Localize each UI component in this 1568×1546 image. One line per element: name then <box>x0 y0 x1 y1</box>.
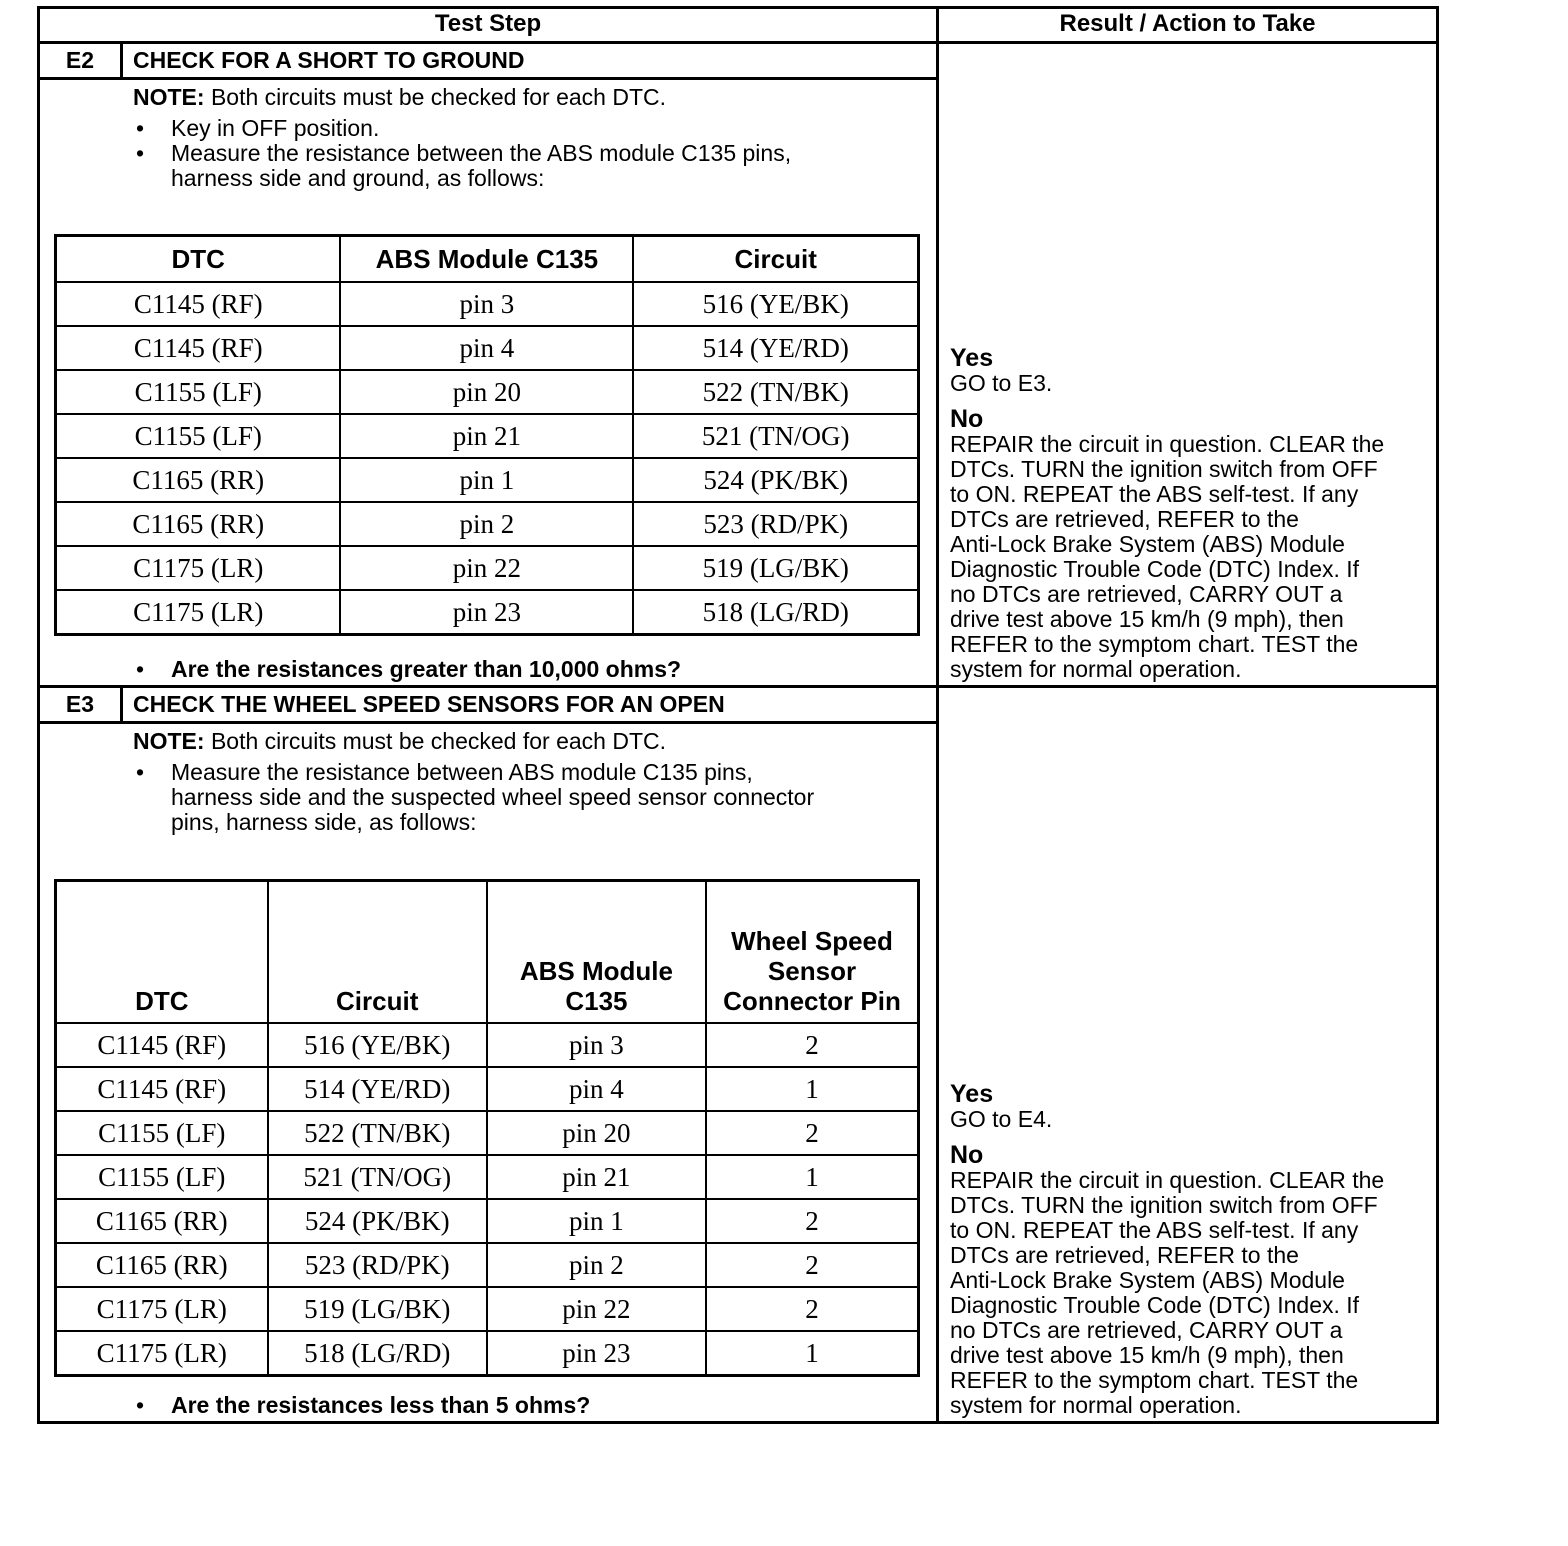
no-action-line: Anti-Lock Brake System (ABS) Module <box>950 531 1345 557</box>
table-cell: 514 (YE/RD) <box>633 326 918 370</box>
note-label: NOTE: <box>133 728 205 754</box>
divider <box>120 43 123 79</box>
no-action-line: REPAIR the circuit in question. CLEAR the <box>950 1167 1385 1193</box>
note-text: Both circuits must be checked for each DTC. <box>204 728 667 754</box>
divider <box>37 721 938 724</box>
column-header: Circuit <box>633 236 918 283</box>
table-cell: 519 (LG/BK) <box>633 546 918 590</box>
table-cell: pin 2 <box>340 502 633 546</box>
table-cell: 2 <box>706 1287 919 1331</box>
table-cell: 2 <box>706 1199 919 1243</box>
table-row <box>56 1111 919 1155</box>
no-action-line: Anti-Lock Brake System (ABS) Module <box>950 1267 1345 1293</box>
yes-label: Yes <box>950 1080 994 1108</box>
table-cell: C1145 (RF) <box>56 1067 268 1111</box>
table-cell: pin 3 <box>487 1023 706 1067</box>
table-cell: 524 (PK/BK) <box>268 1199 487 1243</box>
bullet-text: harness side and the suspected wheel speed sensor connector <box>171 784 815 810</box>
no-action-line: DTCs are retrieved, REFER to the <box>950 1242 1299 1268</box>
table-cell: pin 3 <box>340 282 633 326</box>
table-cell: 2 <box>706 1243 919 1287</box>
divider <box>120 687 123 723</box>
table-cell: C1175 (LR) <box>56 1287 268 1331</box>
table-cell: C1155 (LF) <box>56 1155 268 1199</box>
table-cell: C1165 (RR) <box>56 458 341 502</box>
table-cell: pin 21 <box>340 414 633 458</box>
table-cell: pin 4 <box>340 326 633 370</box>
column-header: Circuit <box>268 881 487 1024</box>
step-id: E3 <box>65 691 95 717</box>
e3-resistance-table <box>54 879 920 1377</box>
column-header: ABS Module C135 <box>487 881 706 1024</box>
note <box>133 729 666 754</box>
table-header-row <box>56 236 919 283</box>
table-row <box>56 1243 919 1287</box>
bullet-icon: • <box>136 115 145 141</box>
table-cell: pin 22 <box>340 546 633 590</box>
border <box>37 1421 1439 1424</box>
bullet-icon: • <box>136 140 145 166</box>
note-text: Both circuits must be checked for each DTC. <box>204 84 667 110</box>
note-label: NOTE: <box>133 84 205 110</box>
table-cell: 521 (TN/OG) <box>268 1155 487 1199</box>
no-action-line: DTCs. TURN the ignition switch from OFF <box>950 1192 1378 1218</box>
step-title: CHECK FOR A SHORT TO GROUND <box>133 47 525 73</box>
table-cell: 1 <box>706 1067 919 1111</box>
table-header-row <box>56 881 919 1024</box>
no-action-line: to ON. REPEAT the ABS self-test. If any <box>950 1217 1359 1243</box>
table-cell: pin 2 <box>487 1243 706 1287</box>
bullet-text: Measure the resistance between ABS module C135 pins, <box>171 759 753 785</box>
border <box>1436 6 1439 1424</box>
table-cell: C1165 (RR) <box>56 1199 268 1243</box>
table-cell: C1175 (LR) <box>56 1331 268 1376</box>
table-cell: pin 4 <box>487 1067 706 1111</box>
table-row <box>56 1331 919 1376</box>
table-cell: 514 (YE/RD) <box>268 1067 487 1111</box>
no-action-line: DTCs. TURN the ignition switch from OFF <box>950 456 1378 482</box>
table-row <box>56 546 919 590</box>
table-cell: 2 <box>706 1023 919 1067</box>
table-cell: 522 (TN/BK) <box>268 1111 487 1155</box>
question: Are the resistances less than 5 ohms? <box>171 1392 591 1418</box>
header-result-action: Result / Action to Take <box>1059 10 1316 37</box>
yes-action: GO to E3. <box>950 370 1053 396</box>
yes-label: Yes <box>950 344 994 372</box>
table-cell: C1145 (RF) <box>56 326 341 370</box>
table-row <box>56 1023 919 1067</box>
yes-action: GO to E4. <box>950 1106 1053 1132</box>
note <box>133 85 666 110</box>
table-cell: C1155 (LF) <box>56 414 341 458</box>
table-cell: pin 22 <box>487 1287 706 1331</box>
table-cell: C1165 (RR) <box>56 1243 268 1287</box>
no-action-line: system for normal operation. <box>950 656 1242 682</box>
bullet-text: Measure the resistance between the ABS module C135 pins, <box>171 140 792 166</box>
table-cell: 523 (RD/PK) <box>268 1243 487 1287</box>
table-cell: pin 20 <box>487 1111 706 1155</box>
table-cell: 522 (TN/BK) <box>633 370 918 414</box>
table-cell: 521 (TN/OG) <box>633 414 918 458</box>
table-cell: 518 (LG/RD) <box>633 590 918 635</box>
table-cell: 518 (LG/RD) <box>268 1331 487 1376</box>
bullet-text: pins, harness side, as follows: <box>171 809 477 835</box>
column-header: DTC <box>56 881 268 1024</box>
bullet-text: Key in OFF position. <box>171 115 380 141</box>
table-cell: C1175 (LR) <box>56 590 341 635</box>
table-cell: C1165 (RR) <box>56 502 341 546</box>
no-label: No <box>950 405 984 433</box>
table-cell: pin 1 <box>487 1199 706 1243</box>
bullet-icon: • <box>136 1392 145 1418</box>
no-action-line: REPAIR the circuit in question. CLEAR the <box>950 431 1385 457</box>
no-action-line: drive test above 15 km/h (9 mph), then <box>950 606 1344 632</box>
step-title: CHECK THE WHEEL SPEED SENSORS FOR AN OPEN <box>133 691 725 717</box>
no-action-line: drive test above 15 km/h (9 mph), then <box>950 1342 1344 1368</box>
table-row <box>56 590 919 635</box>
table-cell: 516 (YE/BK) <box>268 1023 487 1067</box>
table-row <box>56 502 919 546</box>
table-cell: 519 (LG/BK) <box>268 1287 487 1331</box>
table-row <box>56 1155 919 1199</box>
table-cell: pin 1 <box>340 458 633 502</box>
bullet-icon: • <box>136 759 145 785</box>
table-cell: 524 (PK/BK) <box>633 458 918 502</box>
no-action-line: no DTCs are retrieved, CARRY OUT a <box>950 1317 1343 1343</box>
table-cell: C1155 (LF) <box>56 1111 268 1155</box>
column-header: DTC <box>56 236 341 283</box>
table-cell: C1155 (LF) <box>56 370 341 414</box>
table-row <box>56 326 919 370</box>
table-cell: 1 <box>706 1331 919 1376</box>
table-row <box>56 282 919 326</box>
divider <box>37 77 938 80</box>
table-cell: C1175 (LR) <box>56 546 341 590</box>
table-row <box>56 370 919 414</box>
table-cell: 516 (YE/BK) <box>633 282 918 326</box>
bullet-text: harness side and ground, as follows: <box>171 165 545 191</box>
table-row <box>56 458 919 502</box>
table-row <box>56 1199 919 1243</box>
no-action-line: Diagnostic Trouble Code (DTC) Index. If <box>950 1292 1360 1318</box>
no-action-line: REFER to the symptom chart. TEST the <box>950 631 1359 657</box>
no-action-line: REFER to the symptom chart. TEST the <box>950 1367 1359 1393</box>
column-header: Wheel Speed Sensor Connector Pin <box>706 881 919 1024</box>
bullet-icon: • <box>136 656 145 682</box>
no-action-line: system for normal operation. <box>950 1392 1242 1418</box>
no-action-line: no DTCs are retrieved, CARRY OUT a <box>950 581 1343 607</box>
table-row <box>56 1287 919 1331</box>
column-header: ABS Module C135 <box>340 236 633 283</box>
no-action-line: DTCs are retrieved, REFER to the <box>950 506 1299 532</box>
table-cell: pin 20 <box>340 370 633 414</box>
no-label: No <box>950 1141 984 1169</box>
table-cell: pin 23 <box>487 1331 706 1376</box>
table-row <box>56 1067 919 1111</box>
border <box>37 6 1439 9</box>
table-cell: pin 21 <box>487 1155 706 1199</box>
no-action-line: Diagnostic Trouble Code (DTC) Index. If <box>950 556 1360 582</box>
e2-resistance-table <box>54 234 920 636</box>
divider <box>37 685 1439 688</box>
table-cell: 2 <box>706 1111 919 1155</box>
table-cell: C1145 (RF) <box>56 1023 268 1067</box>
header-test-step: Test Step <box>434 10 542 37</box>
table-cell: 523 (RD/PK) <box>633 502 918 546</box>
no-action-line: to ON. REPEAT the ABS self-test. If any <box>950 481 1359 507</box>
table-cell: pin 23 <box>340 590 633 635</box>
table-row <box>56 414 919 458</box>
question: Are the resistances greater than 10,000 ohms? <box>171 656 682 682</box>
table-cell: 1 <box>706 1155 919 1199</box>
step-id: E2 <box>65 47 95 73</box>
column-divider <box>936 6 939 1424</box>
table-cell: C1145 (RF) <box>56 282 341 326</box>
divider <box>37 41 1439 44</box>
